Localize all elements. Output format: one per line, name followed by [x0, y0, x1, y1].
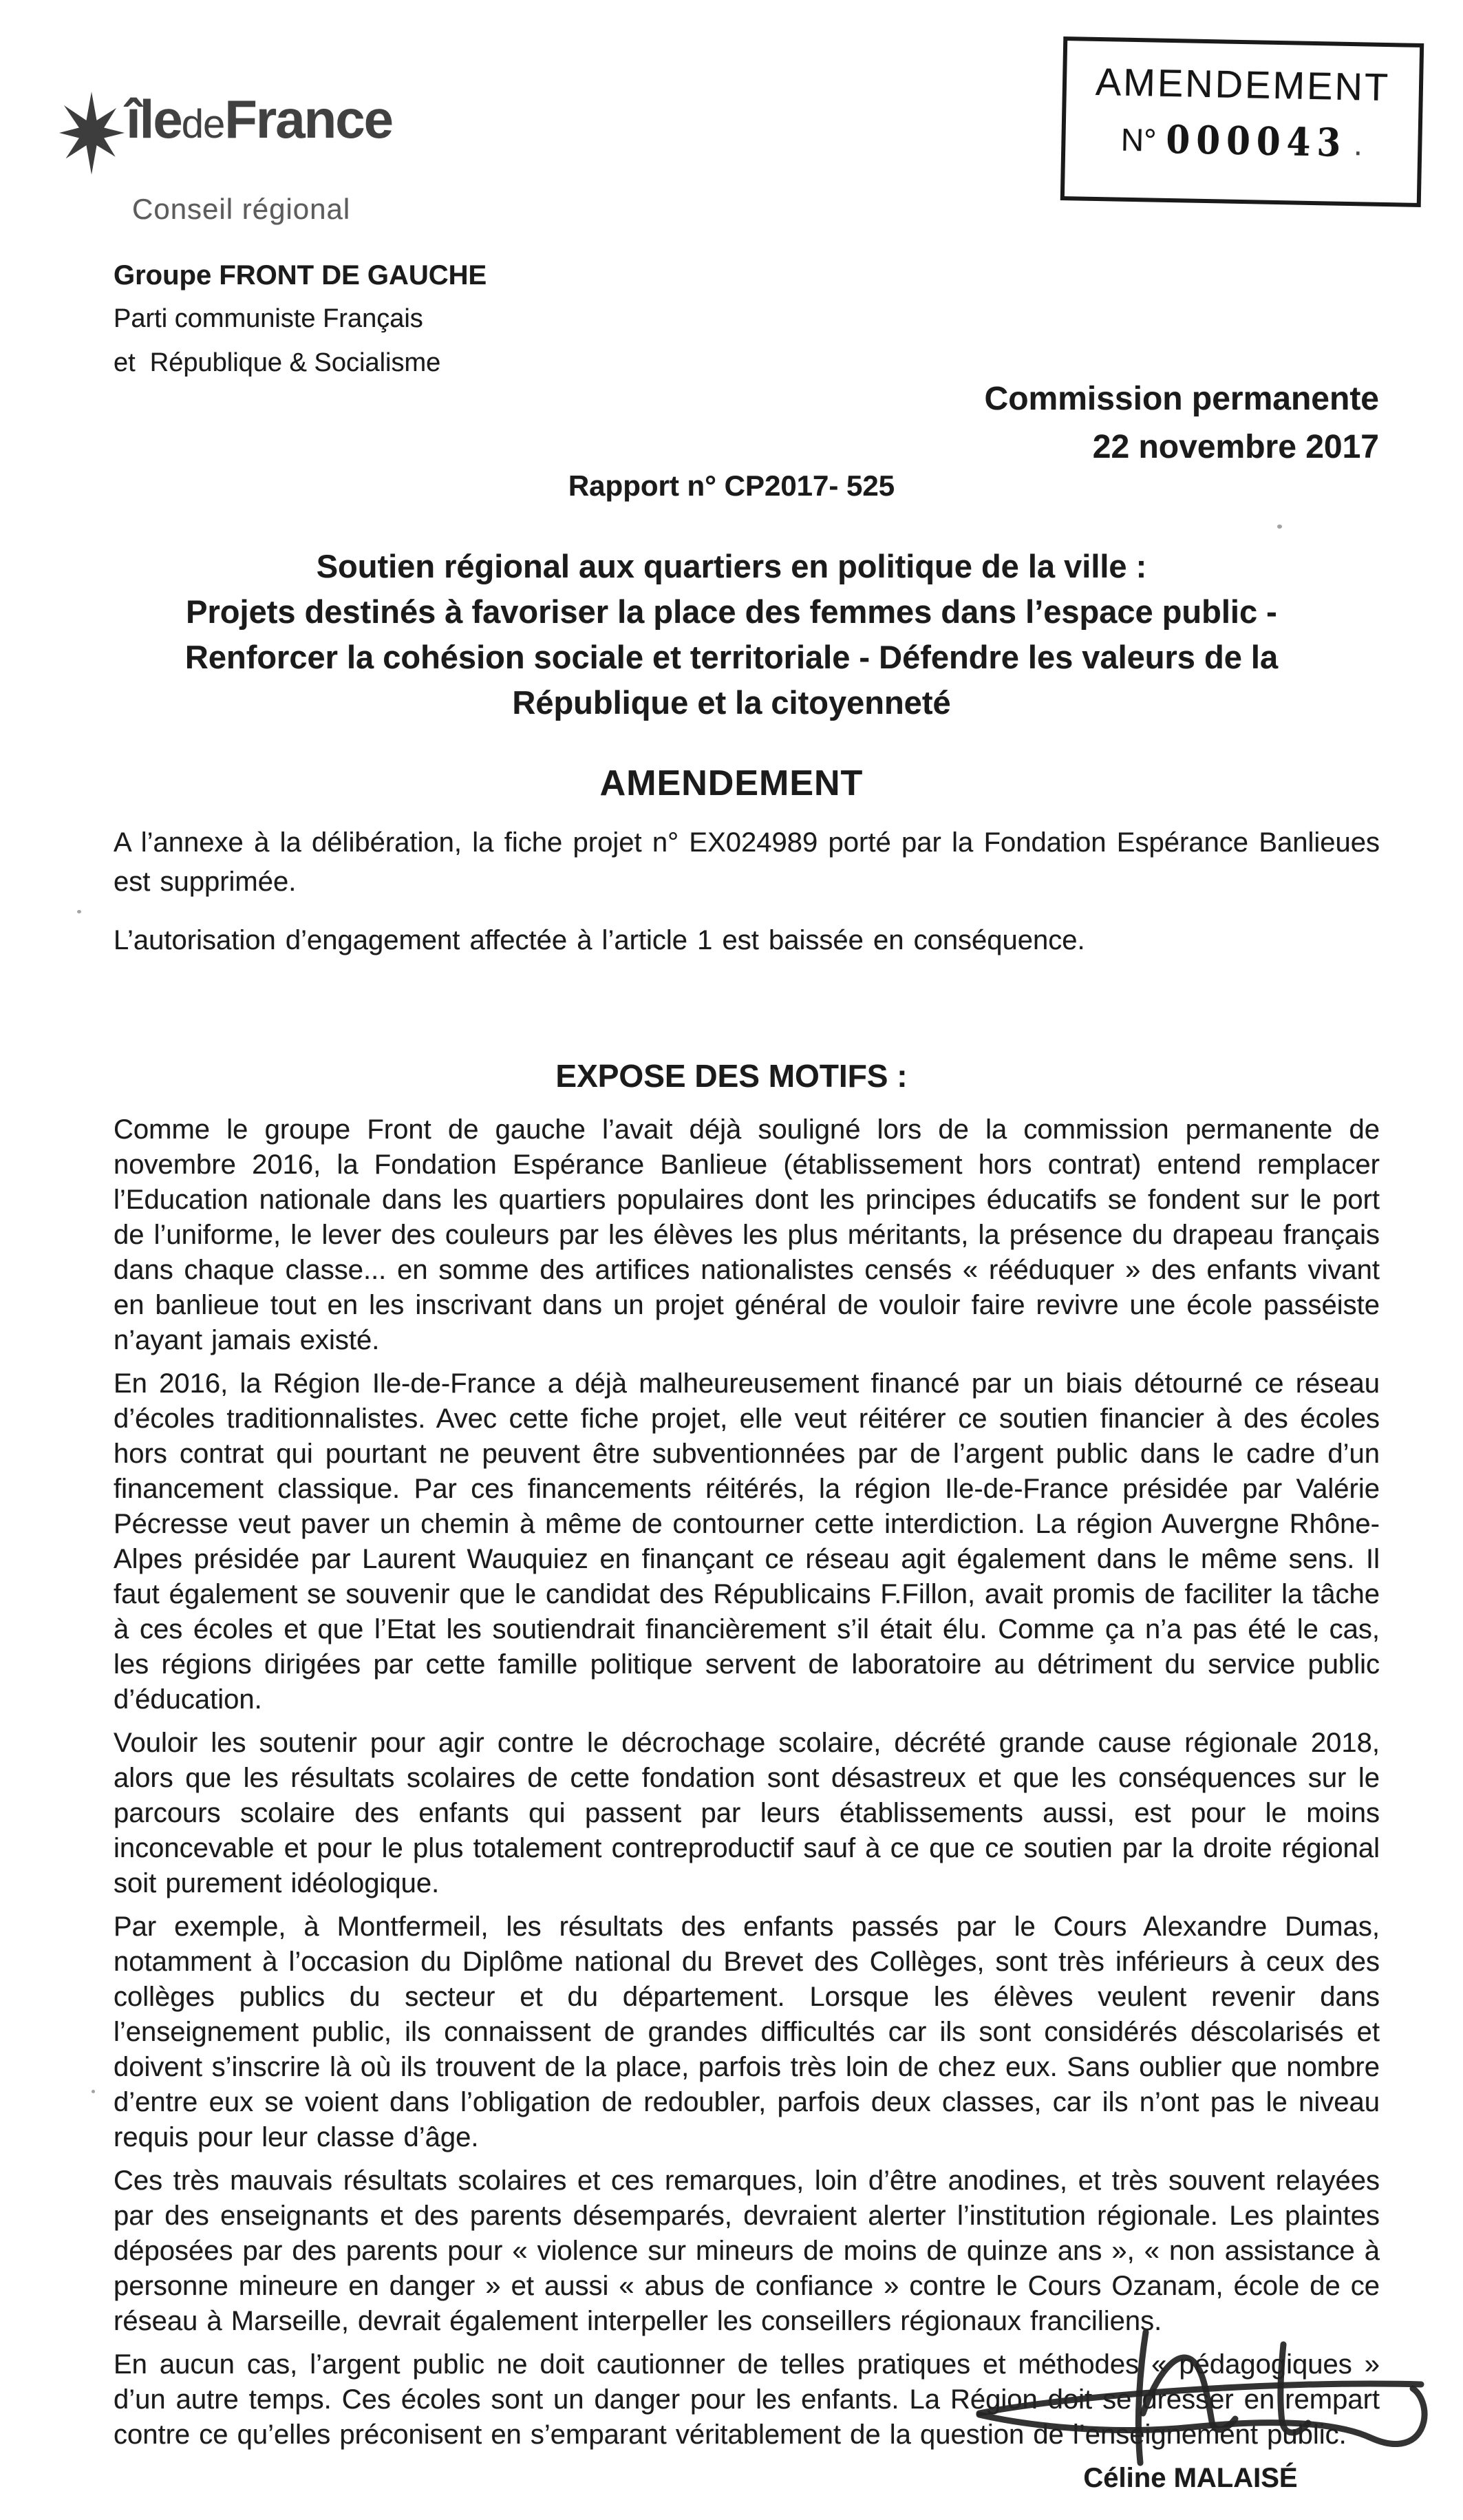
expose-paragraph: Vouloir les soutenir pour agir contre le décrochage scolaire, décrété grande cause régionale 2018, alors que les résultats scolaires de cette fondation sont désastreux et que les conséquences sur le parcours scolaire des enfants qui passent par leurs établissements aussi, est pour le moins inconcevable et pour le plus totalement contreproductif sauf à ce que ce soutien par la droite régional soit purement idéologique.	[114, 1728, 1380, 1898]
expose-paragraph: Comme le groupe Front de gauche l’avait déjà souligné lors de la commission permanente de novembre 2016, la Fondation Espérance Banlieue (établissement hors contrat) entend remplacer l’Education nationale dans les quartiers populaires dont les principes éducatifs se fondent sur le port de l’uniforme, le lever des couleurs par les élèves les plus méritants, la présence du drapeau français dans chaque classe... en somme des artifices nationalistes censés « rééduquer » des enfants vivant en banlieue tout en les inscrivant dans un projet général de vouloir faire revivre une école passéiste n’ayant jamais existé.	[114, 1114, 1380, 1355]
session-date: 22 novembre 2017	[1092, 429, 1379, 465]
expose-paragraph: En aucun cas, l’argent public ne doit cautionner de telles pratiques et méthodes « pédagogiques » d’un autre temps. Ces écoles sont un danger pour les enfants. La Région doit se dresser en rempart contre ce qu’elles préconisent en s’emparant véritablement de la question de l’enseignement public.	[114, 2349, 1380, 2450]
scan-speck	[1277, 525, 1282, 529]
stamp-number	[1065, 117, 1418, 165]
stamp-title: AMENDEMENT	[1095, 59, 1391, 109]
amendment-heading: AMENDEMENT	[599, 763, 864, 803]
political-group-block	[114, 262, 487, 376]
group-party-line1: Parti communiste Français	[114, 304, 423, 333]
amendment-stamp	[1060, 36, 1424, 207]
amendment-body	[114, 823, 1380, 980]
expose-paragraph: En 2016, la Région Ile-de-France a déjà malheureusement financé par un biais détourné ce réseau d’écoles traditionnalistes. Avec cette fiche projet, elle veut réitérer ce soutien financier à des écoles hors contrat qui pourtant ne peuvent être subventionnées par de l’argent public dans le cadre d’un financement classique. Par ces financements réitérés, la région Ile-de-France présidée par Valérie Pécresse veut paver un chemin à même de contourner cette interdiction. La région Auvergne Rhône-Alpes présidée par Laurent Wauquiez en finançant ce réseau agit également dans le même sens. Il faut également se souvenir que le candidat des Républicains F.Fillon, avait promis de faciliter la tâche à ces écoles et que l’Etat les soutiendrait financièrement s’il était élu. Comme ça n’a pas été le cas, les régions dirigées par cette famille politique servent de laboratoire au détriment du service public d’éducation.	[114, 1368, 1380, 1715]
amendment-paragraph: A l’annexe à la délibération, la fiche projet n° EX024989 porté par la Fondation Espérance Banlieues est supprimée.	[114, 827, 1380, 897]
session-name: Commission permanente	[984, 381, 1379, 417]
logo-subtitle: Conseil régional	[132, 193, 351, 225]
document-title	[62, 544, 1401, 726]
session-block	[985, 375, 1379, 472]
group-party-line2: et République & Socialisme	[114, 348, 441, 377]
stamp-end-mark: .	[1353, 126, 1363, 162]
title-line-2: Projets destinés à favoriser la place des femmes dans l’espace public -	[186, 593, 1277, 630]
expose-body	[114, 1112, 1380, 2461]
stamp-number-digits: 000043	[1165, 116, 1347, 166]
ile-de-france-star-icon	[58, 88, 125, 178]
title-line-3: Renforcer la cohésion sociale et territoriale - Défendre les valeurs de la	[184, 639, 1279, 675]
logo-ile: île	[126, 89, 182, 149]
logo-de: de	[181, 102, 225, 147]
expose-paragraph: Par exemple, à Montfermeil, les résultats des enfants passés par le Cours Alexandre Dumas, notamment à l’occasion du Diplôme national du Brevet des Collèges, sont très inférieurs à ceux des collèges publics du secteur et du département. Lorsque les élèves veulent revenir dans l’enseignement public, ils connaissent de grandes difficultés car ils sont considérés déscolarisés et doivent s’inscrire là où ils trouvent de la place, parfois très loin de chez eux. Sans oublier que nombre d’entre eux se voient dans l’obligation de redoubler, parfois deux classes, car ils n’ont pas le niveau requis pour leur classe d’âge.	[114, 1912, 1380, 2152]
amendment-paragraph: L’autorisation d’engagement affectée à l’article 1 est baissée en conséquence.	[114, 925, 1085, 955]
title-line-4: République et la citoyenneté	[512, 684, 951, 721]
logo-france: France	[224, 89, 393, 149]
group-name: Groupe FRONT DE GAUCHE	[114, 260, 487, 290]
signature-icon	[959, 2317, 1440, 2467]
signer-name: Céline MALAISÉ	[1083, 2463, 1298, 2493]
report-reference: Rapport n° CP2017- 525	[568, 469, 895, 502]
stamp-number-label: N°	[1120, 121, 1157, 158]
expose-paragraph: Ces très mauvais résultats scolaires et ces remarques, loin d’être anodines, et très souvent relayées par des enseignants et des parents désemparés, devraient alerter l’institution régionale. Les plaintes déposées par des parents pour « violence sur mineurs de moins de quinze ans », « non assistance à personne mineure en danger » et aussi « abus de confiance » contre le Cours Ozanam, école de ce réseau à Marseille, devrait également interpeller les conseillers régionaux franciliens.	[114, 2166, 1380, 2336]
ile-de-france-logo	[126, 88, 392, 151]
scan-speck	[77, 910, 81, 913]
scan-speck	[92, 2090, 95, 2093]
title-line-1: Soutien régional aux quartiers en politique de la ville :	[316, 548, 1147, 584]
expose-heading: EXPOSE DES MOTIFS :	[555, 1058, 908, 1094]
